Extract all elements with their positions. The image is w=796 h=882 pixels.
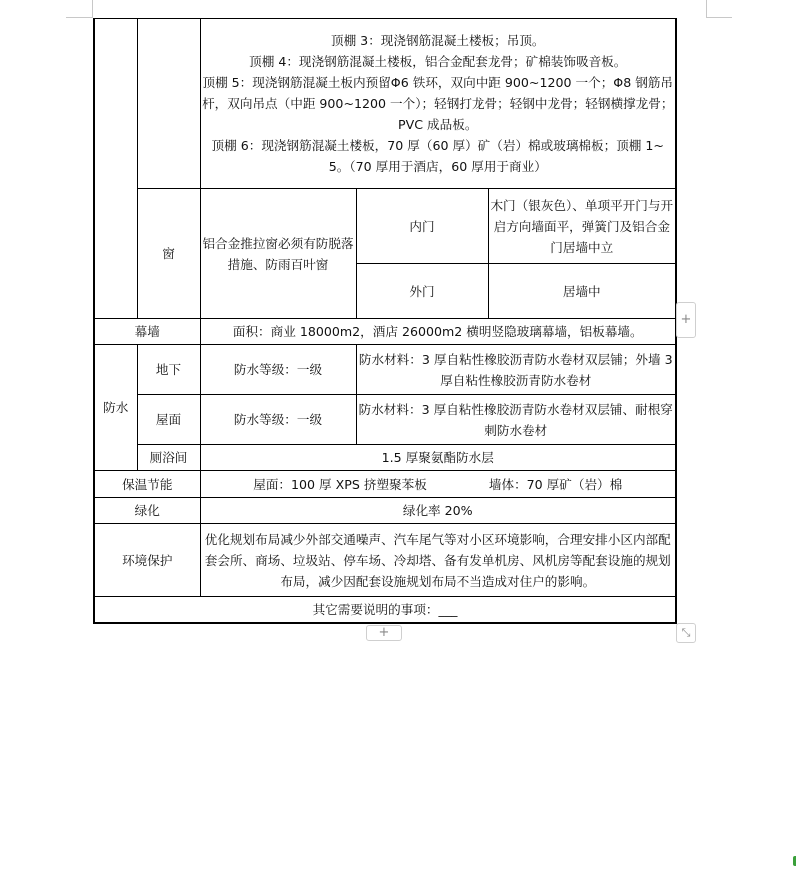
cell-outer-door-label[interactable]: 外门 <box>356 264 488 319</box>
page-corner-top-right-h <box>706 17 732 18</box>
cell-roof-grade[interactable]: 防水等级：一级 <box>200 395 356 445</box>
spec-table <box>93 18 677 624</box>
ceiling-line-5: 顶棚 5：现浇钢筋混凝土板内预留Φ6 铁环，双向中距 900~1200 一个；Φ8 钢筋吊杆，双向吊点（中距 900~1200 一个）；轻钢打龙骨；轻钢中龙骨；轻钢横撑龙骨；PVC 成品板。 <box>202 75 674 132</box>
cell-greening-label[interactable]: 绿化 <box>94 498 200 524</box>
cell-curtain-wall-desc[interactable]: 面积：商业 18000m2，酒店 26000m2 横明竖隐玻璃幕墙，铝板幕墙。 <box>200 319 676 345</box>
table-row-ceiling <box>94 19 676 189</box>
page-corner-top-right <box>706 0 707 18</box>
table-resize-handle[interactable]: ⤡ <box>676 623 696 643</box>
ceiling-line-4: 顶棚 4：现浇钢筋混凝土楼板，铝合金配套龙骨；矿棉装饰吸音板。 <box>249 54 627 69</box>
table-row-greening <box>94 498 676 524</box>
cell-roof-label[interactable]: 屋面 <box>137 395 200 445</box>
add-row-button[interactable]: + <box>366 625 402 641</box>
cell-greening-desc[interactable]: 绿化率 20% <box>200 498 676 524</box>
page-corner-top-left <box>92 0 93 18</box>
cell-bathroom-label[interactable]: 厕浴间 <box>137 445 200 471</box>
cell-environment-desc[interactable]: 优化规划布局减少外部交通噪声、汽车尾气等对小区环境影响，合理安排小区内部配套会所、商场、垃圾站、停车场、冷却塔、备有发单机房、风机房等配套设施的规划布局，减少因配套设施规划布局不当造成对住户的影响。 <box>200 524 676 597</box>
cell-environment-label[interactable]: 环境保护 <box>94 524 200 597</box>
cell-insulation-label[interactable]: 保温节能 <box>94 471 200 498</box>
cell-window-desc[interactable]: 铝合金推拉窗必须有防脱落措施、防雨百叶窗 <box>200 189 356 319</box>
cell-roof-material[interactable]: 防水材料：3 厚自粘性橡胶沥青防水卷材双层铺、耐根穿刺防水卷材 <box>356 395 676 445</box>
table-row-window-inner <box>94 189 676 264</box>
table-row-waterproof-basement <box>94 345 676 395</box>
table-row-other <box>94 597 676 623</box>
insulation-wall: 墙体：70 厚矿（岩）棉 <box>488 476 623 492</box>
table-row-curtain-wall <box>94 319 676 345</box>
table-row-waterproof-roof <box>94 395 676 445</box>
cell-bathroom-desc[interactable]: 1.5 厚聚氨酯防水层 <box>200 445 676 471</box>
cell-basement-label[interactable]: 地下 <box>137 345 200 395</box>
ceiling-line-3: 顶棚 3：现浇钢筋混凝土楼板；吊顶。 <box>330 33 545 48</box>
cell-other[interactable]: 其它需要说明的事项：___ <box>94 597 676 623</box>
insulation-roof: 屋面：100 厚 XPS 挤塑聚苯板 <box>253 476 427 492</box>
table-row-insulation <box>94 471 676 498</box>
cell-basement-material[interactable]: 防水材料：3 厚自粘性橡胶沥青防水卷材双层铺；外墙 3 厚自粘性橡胶沥青防水卷材 <box>356 345 676 395</box>
cell-window-label[interactable]: 窗 <box>137 189 200 319</box>
table-row-waterproof-bathroom <box>94 445 676 471</box>
cell-inner-door-label[interactable]: 内门 <box>356 189 488 264</box>
cell-basement-grade[interactable]: 防水等级：一级 <box>200 345 356 395</box>
page-corner-top-left-h <box>66 17 92 18</box>
table-row-environment <box>94 524 676 597</box>
ceiling-line-6: 顶棚 6：现浇钢筋混凝土楼板，70 厚（60 厚）矿（岩）棉或玻璃棉板；顶棚 1~5。（70 厚用于酒店，60 厚用于商业） <box>211 138 664 174</box>
cell-curtain-wall-label[interactable]: 幕墙 <box>94 319 200 345</box>
add-column-button[interactable]: + <box>676 302 696 338</box>
cell-insulation-desc[interactable] <box>200 471 676 498</box>
cell-empty-left[interactable] <box>94 19 137 319</box>
cell-ceiling-label[interactable] <box>137 19 200 189</box>
cell-outer-door-desc[interactable]: 居墙中 <box>488 264 676 319</box>
cell-ceiling-desc[interactable] <box>200 19 676 189</box>
cell-inner-door-desc[interactable]: 木门（银灰色）、单项平开门与开启方向墙面平，弹簧门及铝合金门居墙中立 <box>488 189 676 264</box>
cell-waterproof-label[interactable]: 防水 <box>94 345 137 471</box>
